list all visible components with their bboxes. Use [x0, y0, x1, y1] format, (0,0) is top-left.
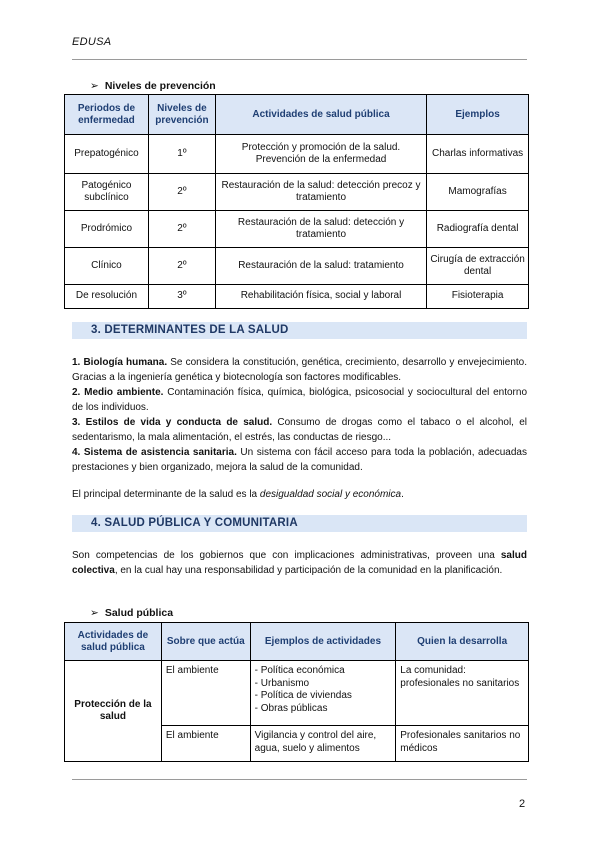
document-header: EDUSA: [72, 36, 112, 48]
table-cell: 3º: [148, 285, 215, 309]
table-cell: Prepatogénico: [65, 135, 149, 174]
table-cell: De resolución: [65, 285, 149, 309]
item-text: Un sistema con fácil acceso para toda la población, adecuadas prestaciones y bien organizado, mejora la salud de la comunidad.: [72, 447, 527, 473]
table-cell: Profesionales sanitarios no médicos: [396, 726, 529, 762]
item-label: 3. Estilos de vida y conducta de salud.: [72, 417, 273, 428]
list-item: [72, 355, 527, 385]
public-health-heading-text: Salud pública: [104, 607, 174, 619]
conclusion-suffix: .: [401, 489, 404, 500]
table-cell: 1º: [148, 135, 215, 174]
table-cell: Patogénico subclínico: [65, 174, 149, 211]
table-cell: Mamografías: [427, 174, 529, 211]
public-health-table-header: [65, 623, 529, 661]
col-header: Actividades de salud pública: [215, 95, 426, 135]
item-label: 4. Sistema de asistencia sanitaria.: [72, 447, 237, 458]
section-4-heading: [72, 515, 527, 532]
table-cell: Rehabilitación física, social y laboral: [215, 285, 426, 309]
table-row: [65, 211, 529, 248]
table-cell: 2º: [148, 248, 215, 285]
table-cell: Protección y promoción de la salud. Prevención de la enfermedad: [215, 135, 426, 174]
prevention-heading: [90, 80, 216, 92]
example-item: - Obras públicas: [254, 702, 328, 714]
table-row: [65, 248, 529, 285]
section-3-title: 3. DETERMINANTES DE LA SALUD: [91, 324, 289, 336]
conclusion-emphasis: desigualdad social y económica: [259, 489, 402, 500]
page-number: 2: [519, 798, 526, 810]
col-header: Ejemplos de actividades: [250, 623, 396, 661]
conclusion-text: El principal determinante de la salud es la: [72, 489, 260, 500]
table-cell: El ambiente: [161, 661, 250, 726]
table-row: [65, 135, 529, 174]
item-label: 2. Medio ambiente.: [72, 387, 164, 398]
col-header: Periodos de enfermedad: [65, 95, 149, 135]
determinants-list: [72, 355, 527, 475]
col-header: Niveles de prevención: [148, 95, 215, 135]
table-cell: El ambiente: [161, 726, 250, 762]
list-item: [72, 415, 527, 445]
table-cell: La comunidad: profesionales no sanitarios: [396, 661, 529, 726]
section-3-heading: [72, 322, 527, 339]
example-item: - Política de viviendas: [254, 690, 352, 701]
item-text: Contaminación física, química, biológica, psicosocial y sociocultural del entorno de los individuos.: [72, 387, 528, 413]
col-header: Ejemplos: [427, 95, 529, 135]
table-cell: Restauración de la salud: detección y tratamiento: [215, 211, 426, 248]
example-item: - Política económica: [254, 665, 345, 676]
table-row: [65, 174, 529, 211]
table-cell: 2º: [148, 211, 215, 248]
prevention-heading-text: Niveles de prevención: [104, 80, 216, 92]
public-health-table: [64, 622, 529, 762]
determinants-conclusion: [72, 487, 527, 502]
table-cell: Clínico: [65, 248, 149, 285]
item-text: Se considera la constitución, genética, crecimiento, desarrollo y envejecimiento. Gracias a la ingeniería genética y biotecnología son factores modificables.: [72, 357, 527, 383]
table-cell: Restauración de la salud: detección precoz y tratamiento: [215, 174, 426, 211]
table-row: [65, 661, 529, 726]
prevention-table-header: [65, 95, 529, 135]
example-item: - Urbanismo: [254, 677, 310, 689]
paragraph-text: Son competencias de los gobiernos que con implicaciones administrativas, proveen una: [72, 550, 501, 561]
list-item: [72, 385, 527, 415]
activity-cell: Protección de la salud: [65, 661, 162, 762]
table-cell: 2º: [148, 174, 215, 211]
table-cell: Radiografía dental: [427, 211, 529, 248]
item-label: 1. Biología humana.: [72, 357, 168, 368]
table-row: [65, 285, 529, 309]
table-cell: Fisioterapia: [427, 285, 529, 309]
footer-divider: [72, 779, 527, 780]
public-health-heading: [90, 607, 173, 619]
paragraph-text: , en la cual hay una responsabilidad y participación de la comunidad en la planificación.: [114, 565, 503, 576]
paragraph-bold: salud colectiva: [72, 550, 527, 576]
arrow-bullet-icon: ➢: [90, 607, 99, 619]
list-item: [72, 445, 527, 475]
header-divider: [72, 59, 527, 60]
table-cell: Restauración de la salud: tratamiento: [215, 248, 426, 285]
table-cell: Prodrómico: [65, 211, 149, 248]
col-header: Sobre que actúa: [161, 623, 250, 661]
table-cell: Cirugía de extracción dental: [427, 248, 529, 285]
col-header: Actividades de salud pública: [65, 623, 162, 661]
examples-cell: [250, 661, 396, 726]
item-text: Consumo de drogas como el tabaco o el alcohol, el sedentarismo, la mala alimentación, el estrés, las conductas de riesgo...: [72, 417, 527, 443]
section-4-paragraph: [72, 548, 527, 578]
arrow-bullet-icon: ➢: [90, 80, 99, 92]
col-header: Quien la desarrolla: [396, 623, 529, 661]
examples-cell: Vigilancia y control del aire, agua, suelo y alimentos: [250, 726, 396, 762]
table-cell: Charlas informativas: [427, 135, 529, 174]
section-4-title: 4. SALUD PÚBLICA Y COMUNITARIA: [91, 517, 298, 529]
prevention-table: [64, 94, 529, 309]
